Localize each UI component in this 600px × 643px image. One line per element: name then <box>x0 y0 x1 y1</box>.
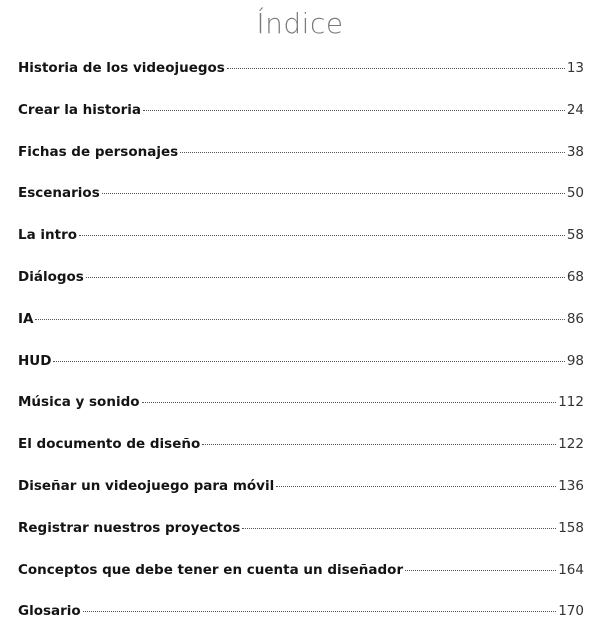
toc-entry-title: Registrar nuestros proyectos <box>18 519 241 536</box>
toc-entry-title: Música y sonido <box>18 394 140 411</box>
toc-entry-page: 68 <box>566 268 584 285</box>
toc-entry[interactable] <box>18 434 584 476</box>
toc-entry-title: Diálogos <box>18 268 84 285</box>
toc-entry-title: Fichas de personajes <box>18 143 179 160</box>
toc-entry[interactable] <box>18 183 584 225</box>
toc-entry[interactable] <box>18 267 584 309</box>
toc-entry-title: Crear la historia <box>18 101 142 118</box>
toc-entry-page: 24 <box>566 101 584 118</box>
toc-entry-page: 58 <box>566 227 584 244</box>
toc-entry-page: 158 <box>558 519 584 536</box>
toc-entry-title: Diseñar un videojuego para móvil <box>18 477 275 494</box>
toc-entry[interactable] <box>18 476 584 518</box>
dot-leader <box>405 570 556 571</box>
toc-entry-page: 170 <box>558 603 584 620</box>
toc-entry-title: La intro <box>18 227 78 244</box>
toc-entry-page: 98 <box>566 352 584 369</box>
dot-leader <box>53 361 564 362</box>
dot-leader <box>79 235 565 236</box>
toc-entry[interactable] <box>18 351 584 393</box>
toc-entry-title: Conceptos que debe tener en cuenta un diseñador <box>18 561 404 578</box>
dot-leader <box>83 611 557 612</box>
toc-entry-page: 38 <box>566 143 584 160</box>
toc-entry-page: 112 <box>558 394 584 411</box>
dot-leader <box>102 193 565 194</box>
toc-entry-title: Escenarios <box>18 185 100 202</box>
toc-entry[interactable] <box>18 142 584 184</box>
toc-entry-title: HUD <box>18 352 52 369</box>
toc-entry[interactable] <box>18 392 584 434</box>
toc-entry[interactable] <box>18 518 584 560</box>
toc-entry[interactable] <box>18 309 584 351</box>
toc-entry[interactable] <box>18 560 584 602</box>
toc-entry[interactable] <box>18 100 584 142</box>
toc-entry-title: IA <box>18 310 34 327</box>
dot-leader <box>142 402 557 403</box>
table-of-contents <box>18 58 584 643</box>
toc-entry-page: 164 <box>558 561 584 578</box>
dot-leader <box>242 528 556 529</box>
dot-leader <box>143 110 565 111</box>
toc-entry-page: 122 <box>558 436 584 453</box>
page-title: Índice <box>256 7 344 40</box>
dot-leader <box>227 68 565 69</box>
toc-entry-page: 13 <box>566 60 584 76</box>
toc-entry-title: El documento de diseño <box>18 436 201 453</box>
toc-entry-title: Historia de los videojuegos <box>18 60 225 76</box>
toc-entry[interactable] <box>18 58 584 100</box>
toc-entry-page: 136 <box>558 477 584 494</box>
toc-entry[interactable] <box>18 225 584 267</box>
dot-leader <box>276 486 556 487</box>
toc-entry-page: 50 <box>566 185 584 202</box>
dot-leader <box>86 277 565 278</box>
dot-leader <box>180 152 565 153</box>
dot-leader <box>35 319 564 320</box>
toc-entry-title: Glosario <box>18 603 81 620</box>
dot-leader <box>202 444 556 445</box>
toc-entry-page: 86 <box>566 310 584 327</box>
